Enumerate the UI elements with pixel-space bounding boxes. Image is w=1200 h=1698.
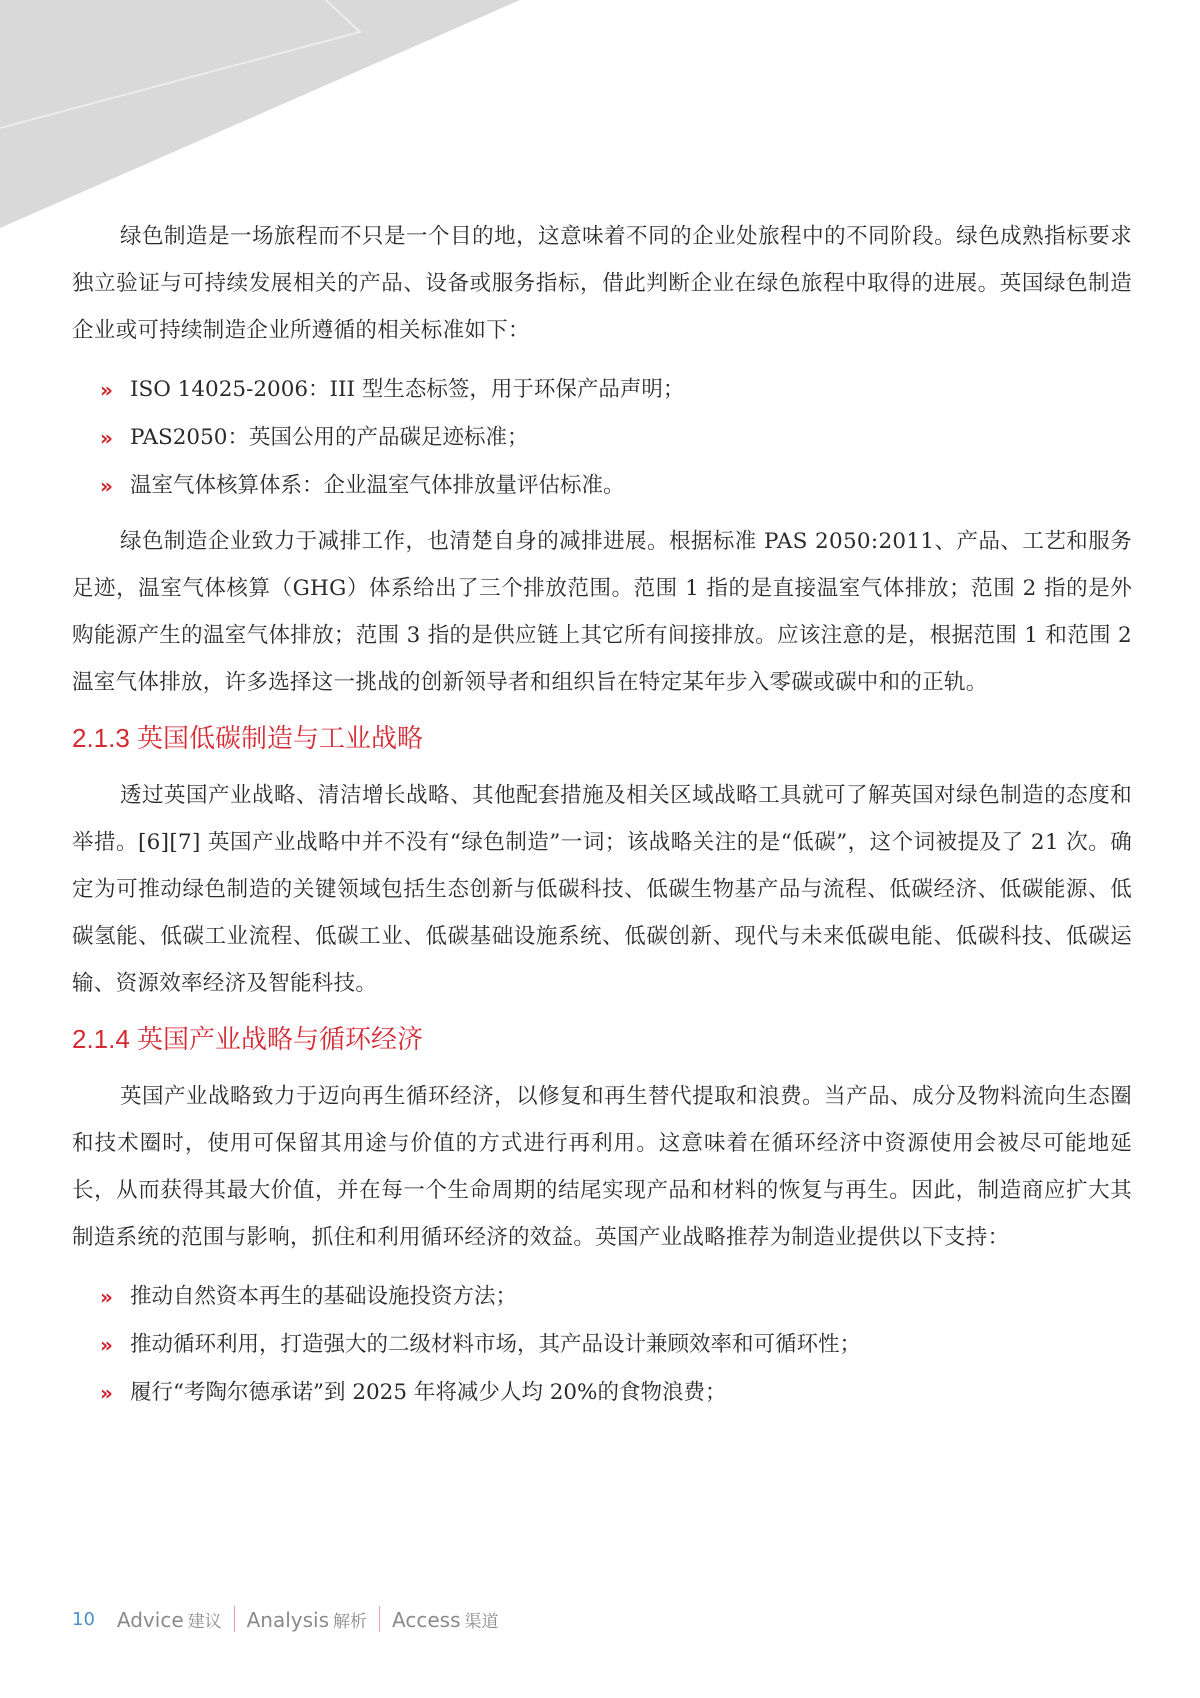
footer-item-advice bbox=[117, 1607, 222, 1632]
section-heading-2-1-4: 2.1.4 英国产业战略与循环经济 bbox=[72, 1024, 424, 1054]
list-item-text: PAS2050：英国公用的产品碳足迹标准； bbox=[130, 425, 529, 450]
footer-item-en: Access bbox=[392, 1607, 461, 1632]
intro-paragraph: 绿色制造是一场旅程而不只是一个目的地，这意味着不同的企业处旅程中的不同阶段。绿色成熟指标要求独立验证与可持续发展相关的产品、设备或服务指标，借此判断企业在绿色旅程中取得的进展。英国绿色制造企业或可持续制造企业所遵循的相关标准如下： bbox=[72, 224, 1132, 343]
double-chevron-bullet-icon: » bbox=[100, 1381, 113, 1405]
corner-decoration bbox=[0, 0, 600, 240]
footer-item-zh: 解析 bbox=[333, 1611, 368, 1632]
emissions-paragraph: 绿色制造企业致力于减排工作，也清楚自身的减排进展。根据标准 PAS 2050:2011、产品、工艺和服务足迹，温室气体核算（GHG）体系给出了三个排放范围。范围 1 指的是直接温室气体排放；范围 2 指的是外购能源产生的温室气体排放；范围 3 指的是供应链上其它所有间接排放。应该注意的是，根据范围 1 和范围 2 温室气体排放，许多选择这一挑战的创新领导者和组织旨在特定某年步入零碳或碳中和的正轨。 bbox=[72, 529, 1132, 695]
footer-item-en: Analysis bbox=[246, 1607, 330, 1632]
list-item bbox=[72, 1273, 1132, 1321]
double-chevron-bullet-icon: » bbox=[100, 378, 113, 402]
footer-item-access bbox=[392, 1607, 498, 1632]
list-item-text: 温室气体核算体系：企业温室气体排放量评估标准。 bbox=[130, 473, 625, 498]
page-footer bbox=[72, 1606, 499, 1632]
list-item-text: 履行“考陶尔德承诺”到 2025 年将减少人均 20%的食物浪费； bbox=[130, 1380, 727, 1405]
page-number: 10 bbox=[72, 1608, 95, 1630]
double-chevron-bullet-icon: » bbox=[100, 1285, 113, 1309]
section-2-1-3-paragraph: 透过英国产业战略、清洁增长战略、其他配套措施及相关区域战略工具就可了解英国对绿色制造的态度和举措。[6][7] 英国产业战略中并不没有“绿色制造”一词；该战略关注的是“低碳”，这个词被提及了 21 次。确定为可推动绿色制造的关键领域包括生态创新与低碳科技、低碳生物基产品与流程、低碳经济、低碳能源、低碳氢能、低碳工业流程、低碳工业、低碳基础设施系统、低碳创新、现代与未来低碳电能、低碳科技、低碳运输、资源效率经济及智能科技。 bbox=[72, 783, 1132, 996]
list-item bbox=[72, 414, 1132, 462]
footer-item-en: Advice bbox=[116, 1607, 184, 1632]
double-chevron-bullet-icon: » bbox=[100, 1333, 113, 1357]
list-item bbox=[72, 1321, 1132, 1369]
section-heading-2-1-3: 2.1.3 英国低碳制造与工业战略 bbox=[72, 723, 424, 753]
list-item-text: ISO 14025-2006：III 型生态标签，用于环保产品声明； bbox=[130, 377, 685, 402]
list-item-text: 推动循环利用，打造强大的二级材料市场，其产品设计兼顾效率和可循环性； bbox=[130, 1332, 862, 1357]
section-2-1-4-paragraph: 英国产业战略致力于迈向再生循环经济，以修复和再生替代提取和浪费。当产品、成分及物料流向生态圈和技术圈时，使用可保留其用途与价值的方式进行再利用。这意味着在循环经济中资源使用会被尽可能地延长，从而获得其最大价值，并在每一个生命周期的结尾实现产品和材料的恢复与再生。因此，制造商应扩大其制造系统的范围与影响，抓住和利用循环经济的效益。英国产业战略推荐为制造业提供以下支持： bbox=[72, 1084, 1132, 1250]
standards-list bbox=[72, 366, 1132, 510]
double-chevron-bullet-icon: » bbox=[100, 474, 113, 498]
footer-item-zh: 建议 bbox=[187, 1611, 222, 1632]
double-chevron-bullet-icon: » bbox=[100, 426, 113, 450]
list-item bbox=[72, 1369, 1132, 1417]
footer-item-zh: 渠道 bbox=[464, 1611, 499, 1632]
supports-list bbox=[72, 1273, 1132, 1417]
list-item bbox=[72, 462, 1132, 510]
footer-divider bbox=[379, 1606, 380, 1632]
list-item bbox=[72, 366, 1132, 414]
document-body bbox=[72, 213, 1132, 1425]
footer-item-analysis bbox=[247, 1607, 367, 1632]
footer-divider bbox=[234, 1606, 235, 1632]
list-item-text: 推动自然资本再生的基础设施投资方法； bbox=[130, 1284, 518, 1309]
